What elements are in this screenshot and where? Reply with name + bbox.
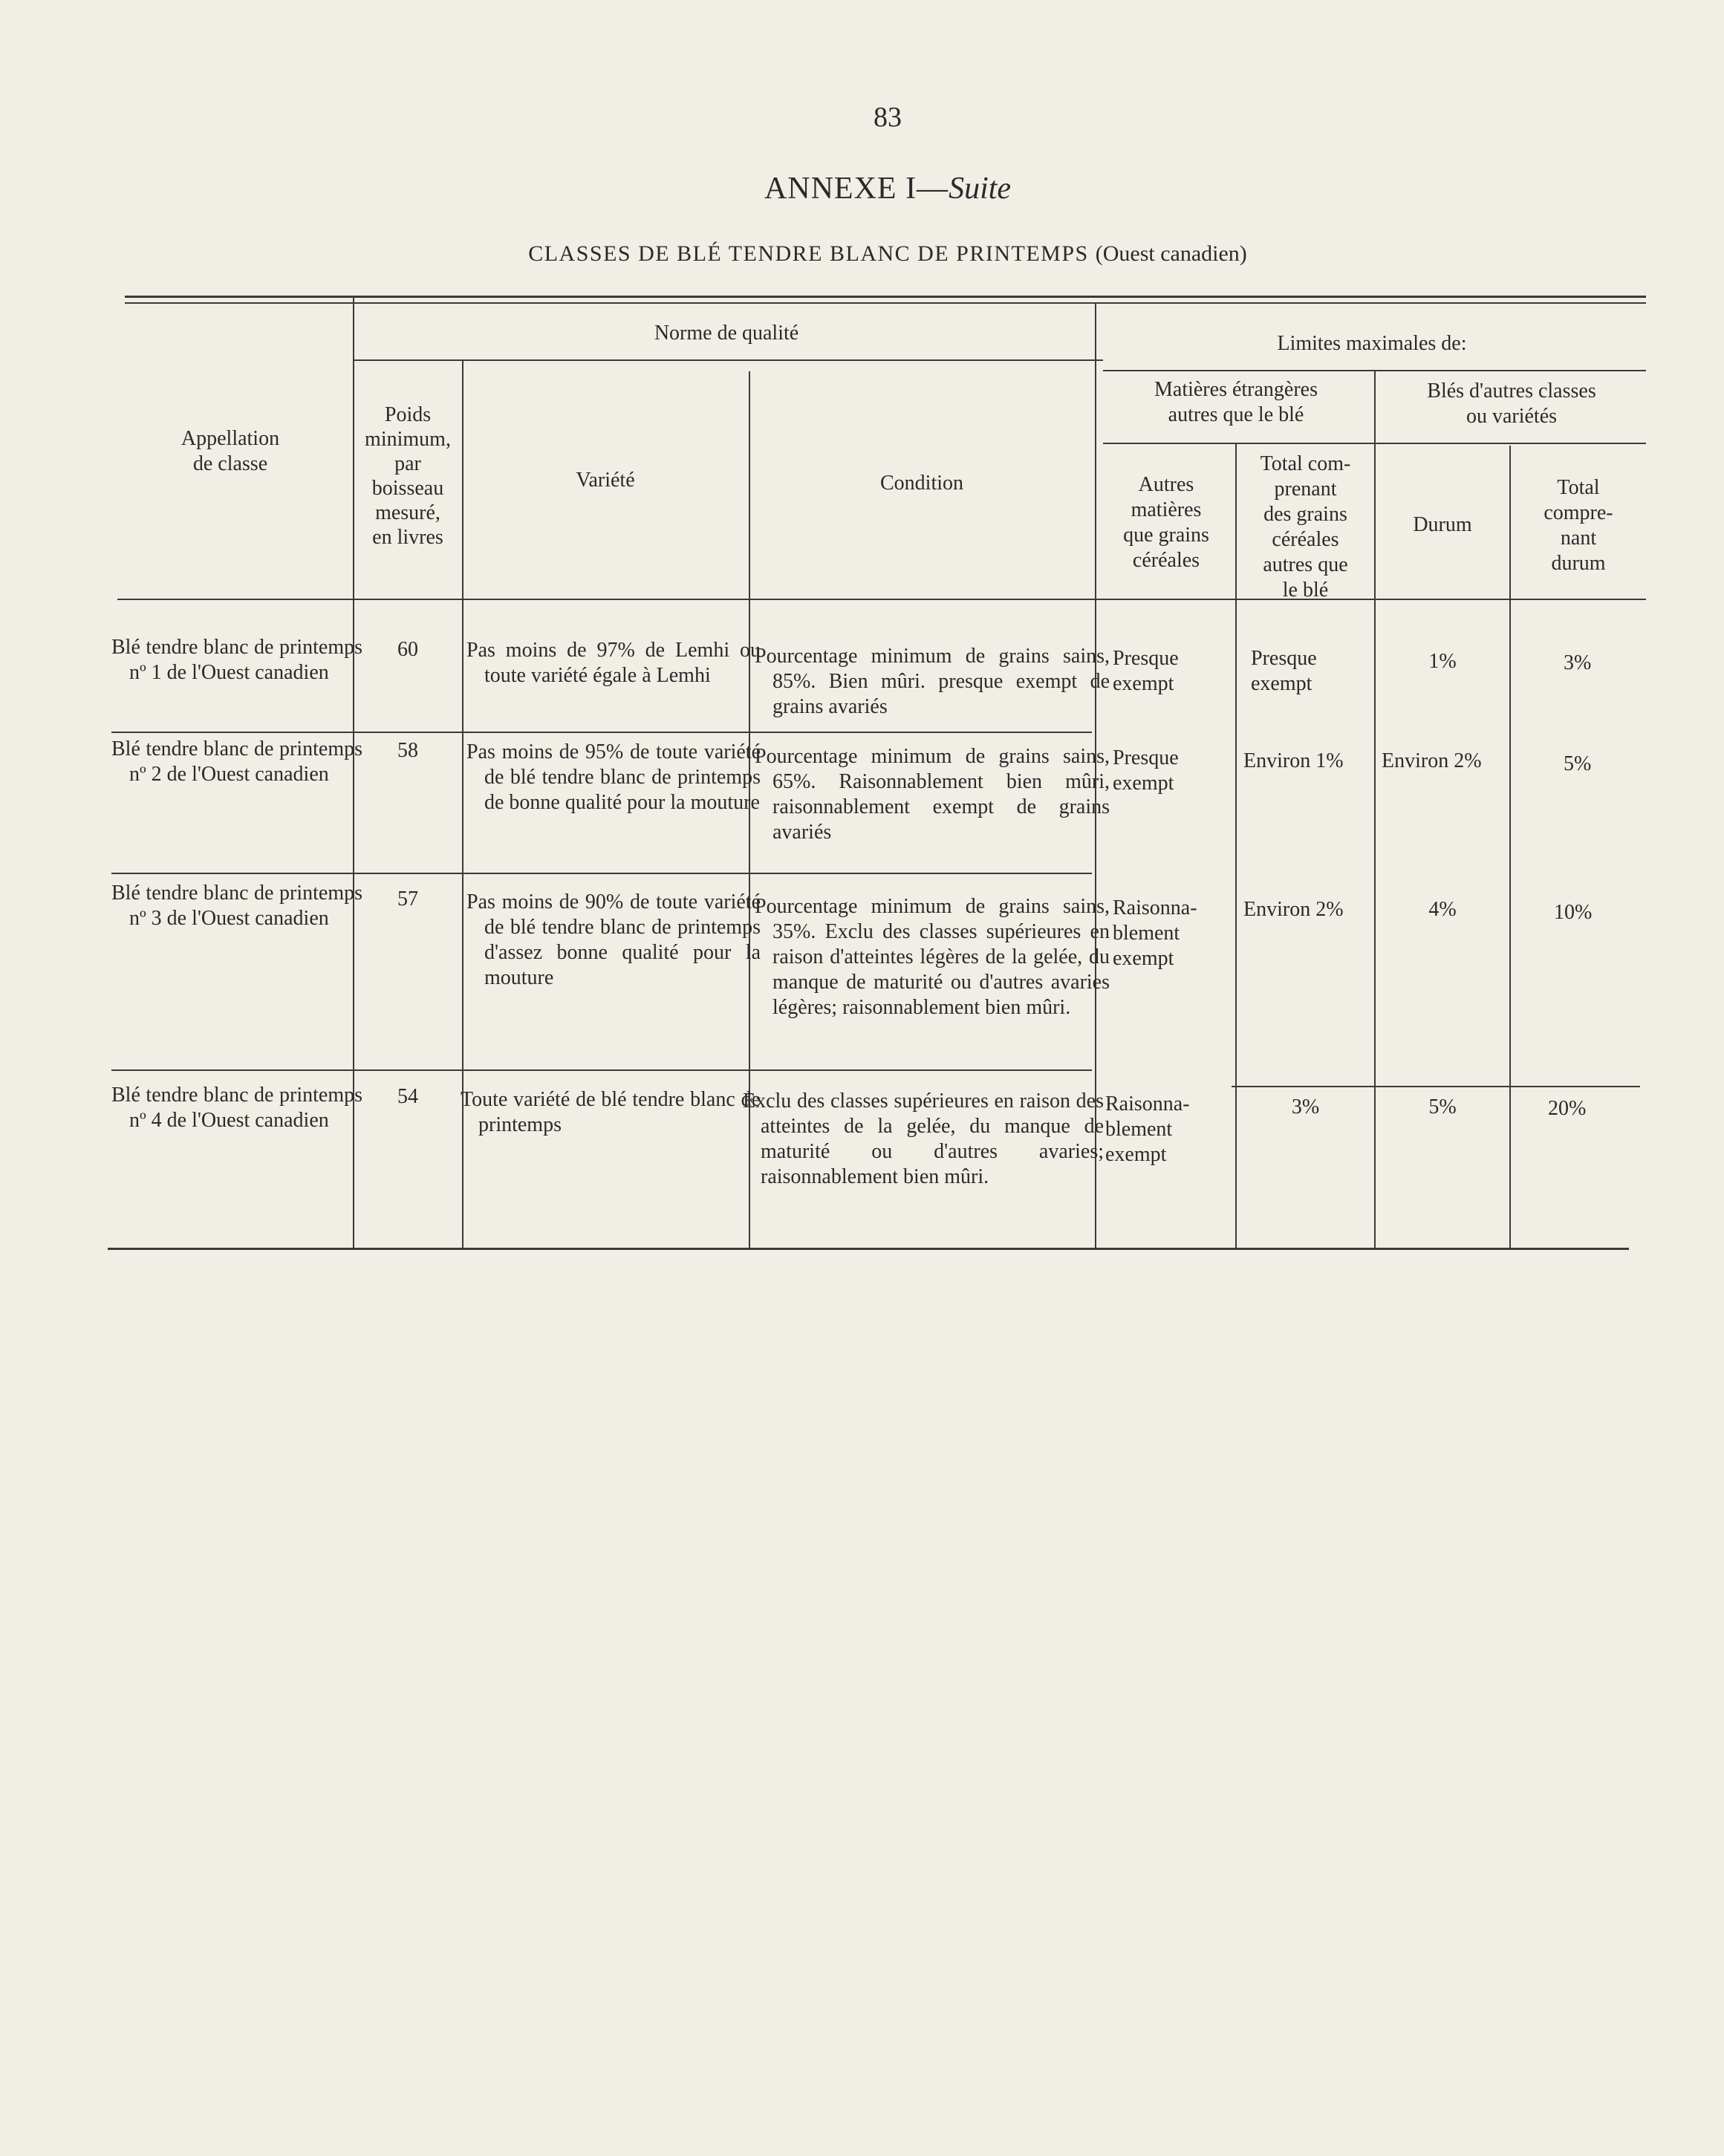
row-weight: 60 — [397, 638, 418, 661]
row-other-matter: Presque exempt — [1113, 746, 1179, 795]
row-total-cereal: 3% — [1291, 1095, 1320, 1118]
row-total-cereal: Environ 2% — [1243, 898, 1344, 921]
header-bottom-rule — [117, 599, 1646, 600]
row-durum: Environ 2% — [1382, 749, 1482, 772]
table-title-text: CLASSES DE BLÉ TENDRE BLANC DE PRINTEMPS — [528, 241, 1089, 266]
row-other-matter: Raisonna- blement exempt — [1113, 896, 1197, 970]
header-durum: Durum — [1413, 513, 1472, 536]
header-foreign-matter: Matières étrangères autres que le blé — [1154, 378, 1318, 426]
header-variety: Variété — [576, 469, 635, 492]
row-total-durum: 5% — [1564, 752, 1592, 775]
row2-bottom-rule — [111, 873, 1092, 874]
row-grade: Blé tendre blanc de printemps nº 1 de l'Ouest canadien — [111, 636, 362, 684]
row-total-cereal: Environ 1% — [1243, 749, 1344, 772]
row-total-durum: 10% — [1554, 901, 1593, 924]
header-condition: Condition — [879, 472, 963, 495]
header-other-classes: Blés d'autres classes ou variétés — [1427, 380, 1596, 428]
row-grade: Blé tendre blanc de printemps nº 3 de l'Ouest canadien — [111, 882, 362, 930]
header-total-incl-cereal: Total com- prenant des grains céréales autres que le blé — [1260, 452, 1351, 602]
header-weight: Poids minimum, par boisseau mesuré, en livres — [365, 403, 451, 549]
row-total-durum: 20% — [1548, 1097, 1587, 1120]
annex-title-suffix: Suite — [949, 172, 1012, 206]
row-variety: Pas moins de 95% de toute variété de blé tendre blanc de printemps de bonne qualité pour la mouture — [466, 740, 761, 814]
row1-bottom-rule — [111, 732, 1092, 733]
annex-title-text: ANNEXE I— — [764, 172, 949, 206]
row-condition: Pourcentage minimum de grains sains, 65%. Raisonnablement bien mûri, raisonnablement exempt de grains avariés — [755, 745, 1110, 844]
header-other-than-cereal: Autres matières que grains céréales — [1123, 473, 1209, 572]
row-condition: Pourcentage minimum de grains sains, 85%. Bien mûri. presque exempt de grains avariés — [755, 645, 1110, 718]
row-variety: Toute variété de blé tendre blanc de printemps — [461, 1088, 761, 1136]
header-max-limits: Limites maximales de: — [1277, 332, 1467, 355]
row-durum: 1% — [1428, 650, 1457, 673]
row-weight: 58 — [397, 739, 418, 762]
header-quality-standard: Norme de qualité — [654, 322, 799, 345]
table-bottom-rule — [108, 1248, 1629, 1250]
row3-bottom-rule-right — [1232, 1086, 1640, 1087]
page-number: 83 — [874, 102, 902, 133]
header-grade: Appellation de classe — [180, 427, 280, 475]
table-title — [0, 241, 1724, 267]
row-condition: Exclu des classes supérieures en raison des atteintes de la gelée, du manque de maturité ou d'autres avaries; raisonnablement bien mûri. — [743, 1090, 1104, 1188]
row-durum: 4% — [1428, 898, 1457, 921]
row-durum: 5% — [1428, 1095, 1457, 1118]
row-variety: Pas moins de 97% de Lemhi ou toute variété égale à Lemhi — [466, 639, 761, 687]
row-total-durum: 3% — [1564, 651, 1592, 674]
row-grade: Blé tendre blanc de printemps nº 4 de l'Ouest canadien — [111, 1084, 362, 1132]
row-condition: Pourcentage minimum de grains sains, 35%. Exclu des classes supérieures en raison d'atteintes légères de la gelée, du manque de maturité ou d'autres avaries légères; raisonnablement bien mûri. — [755, 895, 1110, 1019]
quality-header-rule — [353, 359, 1103, 361]
row-grade: Blé tendre blanc de printemps nº 2 de l'Ouest canadien — [111, 737, 362, 786]
row-other-matter: Raisonna- blement exempt — [1105, 1092, 1190, 1166]
annex-title — [0, 171, 1724, 206]
row-other-matter: Presque exempt — [1113, 647, 1179, 695]
header-total-incl-durum: Total compre- nant durum — [1544, 476, 1613, 575]
row-weight: 57 — [397, 888, 418, 911]
row-variety: Pas moins de 90% de toute variété de blé tendre blanc de printemps d'assez bonne qualité pour la mouture — [466, 890, 761, 989]
row3-bottom-rule — [111, 1069, 1092, 1071]
row-total-cereal: Presque exempt — [1251, 647, 1317, 695]
row-weight: 54 — [397, 1085, 418, 1108]
table-subtitle: (Ouest canadien) — [1095, 241, 1247, 266]
